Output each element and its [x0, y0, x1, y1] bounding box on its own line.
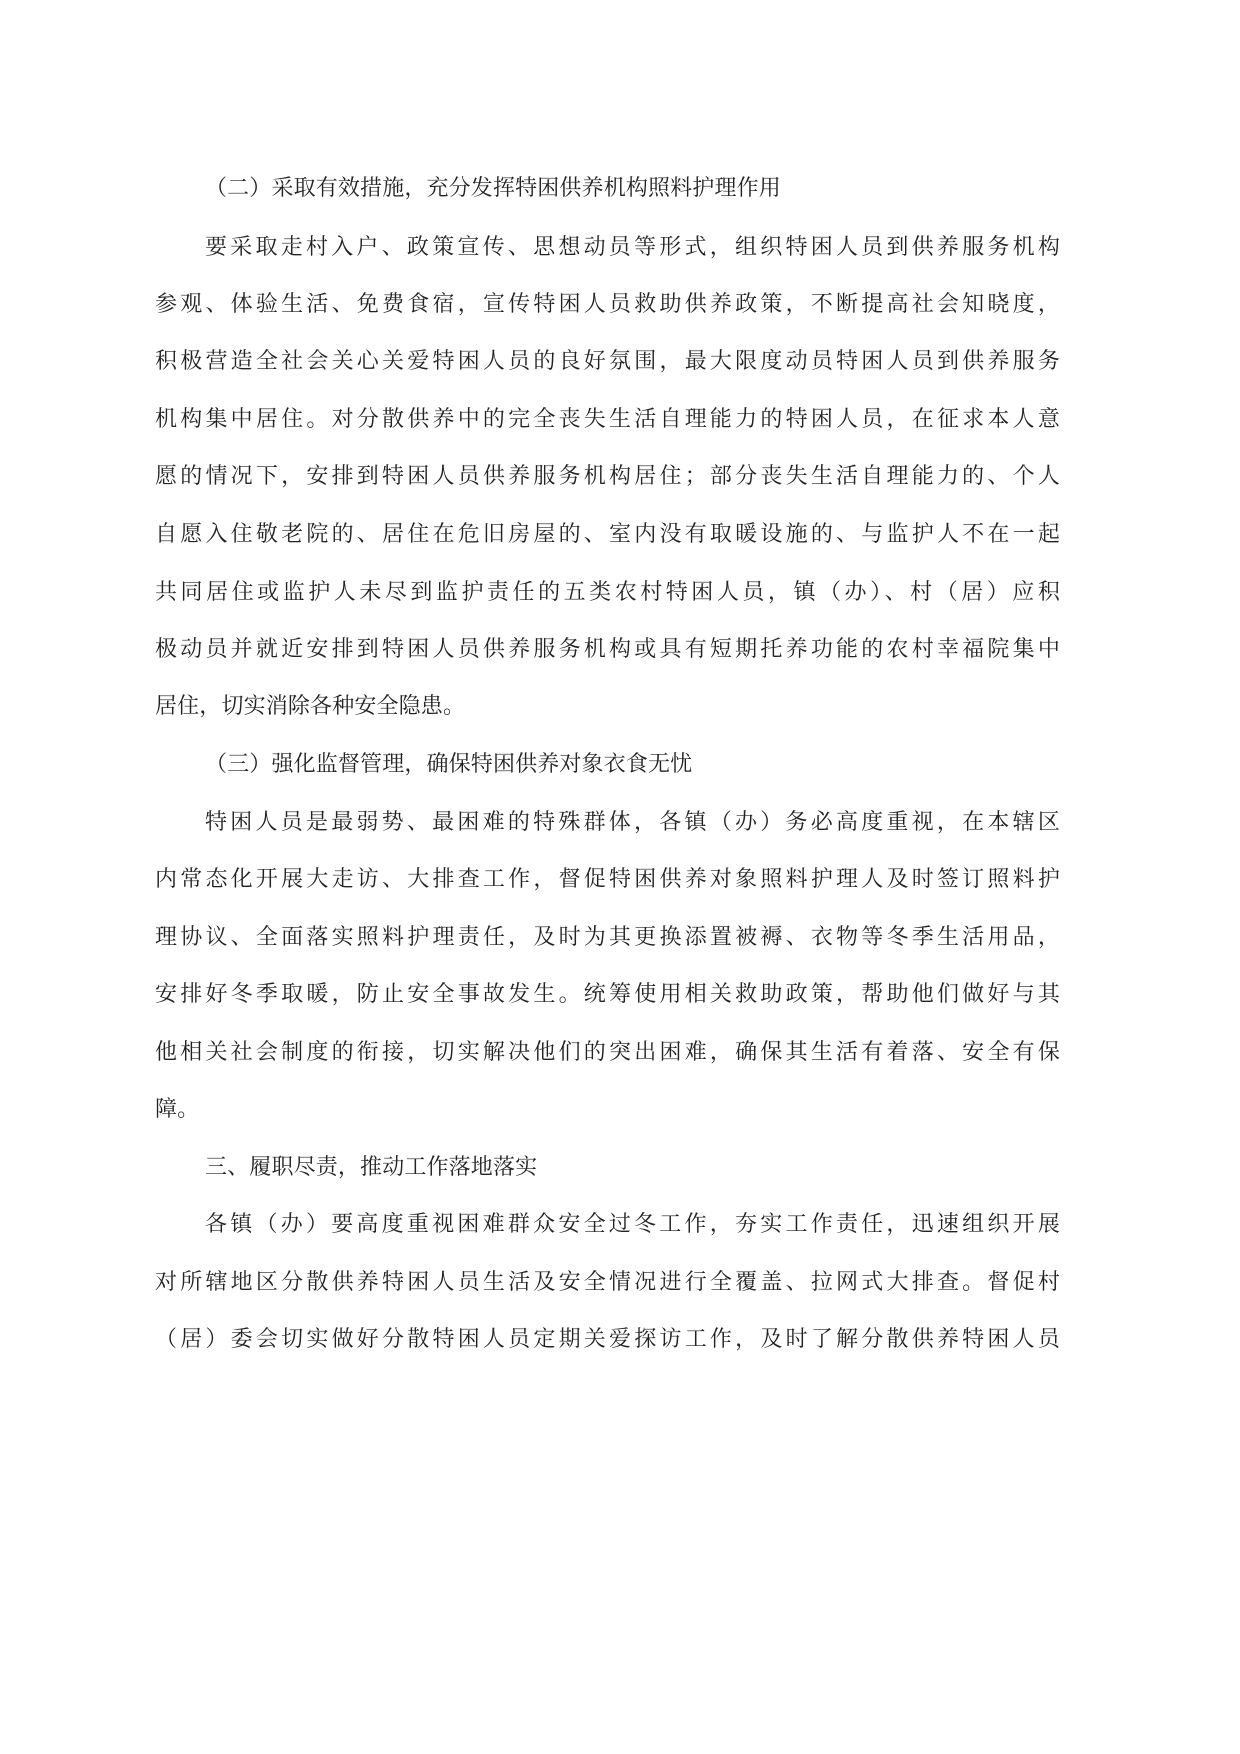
paragraph-line: 内常态化开展大走访、大排查工作，督促特困供养对象照料护理人及时签订照料护	[155, 867, 1060, 892]
paragraph-line: 各镇（办）要高度重视困难群众安全过冬工作，夯实工作责任，迅速组织开展	[205, 1212, 1060, 1237]
paragraph-line: 理协议、全面落实照料护理责任，及时为其更换添置被褥、衣物等冬季生活用品，	[155, 925, 1060, 950]
paragraph-line: 安排好冬季取暖，防止安全事故发生。统筹使用相关救助政策，帮助他们做好与其	[155, 982, 1060, 1007]
section-heading-main-3: 三、履职尽责，推动工作落地落实	[205, 1155, 538, 1180]
paragraph-line: 居住，切实消除各种安全隐患。	[155, 694, 466, 719]
paragraph-line: （居）委会切实做好分散特困人员定期关爱探访工作，及时了解分散供养特困人员	[155, 1327, 1060, 1352]
paragraph-line: 对所辖地区分散供养特困人员生活及安全情况进行全覆盖、拉网式大排查。督促村	[155, 1270, 1060, 1295]
paragraph-line: 参观、体验生活、免费食宿，宣传特困人员救助供养政策，不断提高社会知晓度，	[155, 292, 1060, 317]
paragraph-line: 特困人员是最弱势、最困难的特殊群体，各镇（办）务必高度重视，在本辖区	[205, 810, 1060, 835]
paragraph-line: 他相关社会制度的衔接，切实解决他们的突出困难，确保其生活有着落、安全有保	[155, 1040, 1060, 1065]
paragraph-line: 积极营造全社会关心关爱特困人员的良好氛围，最大限度动员特困人员到供养服务	[155, 349, 1060, 374]
paragraph-line: 共同居住或监护人未尽到监护责任的五类农村特困人员，镇（办）、村（居）应积	[155, 580, 1060, 605]
paragraph-line: 要采取走村入户、政策宣传、思想动员等形式，组织特困人员到供养服务机构	[205, 235, 1060, 260]
paragraph-line: 极动员并就近安排到特困人员供养服务机构或具有短期托养功能的农村幸福院集中	[155, 637, 1060, 662]
paragraph-line: 自愿入住敬老院的、居住在危旧房屋的、室内没有取暖设施的、与监护人不在一起	[155, 522, 1060, 547]
paragraph-line: 障。	[155, 1097, 200, 1122]
section-heading-2: （二）采取有效措施，充分发挥特困供养机构照料护理作用	[205, 176, 781, 201]
paragraph-line: 愿的情况下，安排到特困人员供养服务机构居住；部分丧失生活自理能力的、个人	[155, 464, 1060, 489]
section-heading-3: （三）强化监督管理，确保特困供养对象衣食无忧	[205, 752, 693, 777]
paragraph-line: 机构集中居住。对分散供养中的完全丧失生活自理能力的特困人员，在征求本人意	[155, 407, 1060, 432]
